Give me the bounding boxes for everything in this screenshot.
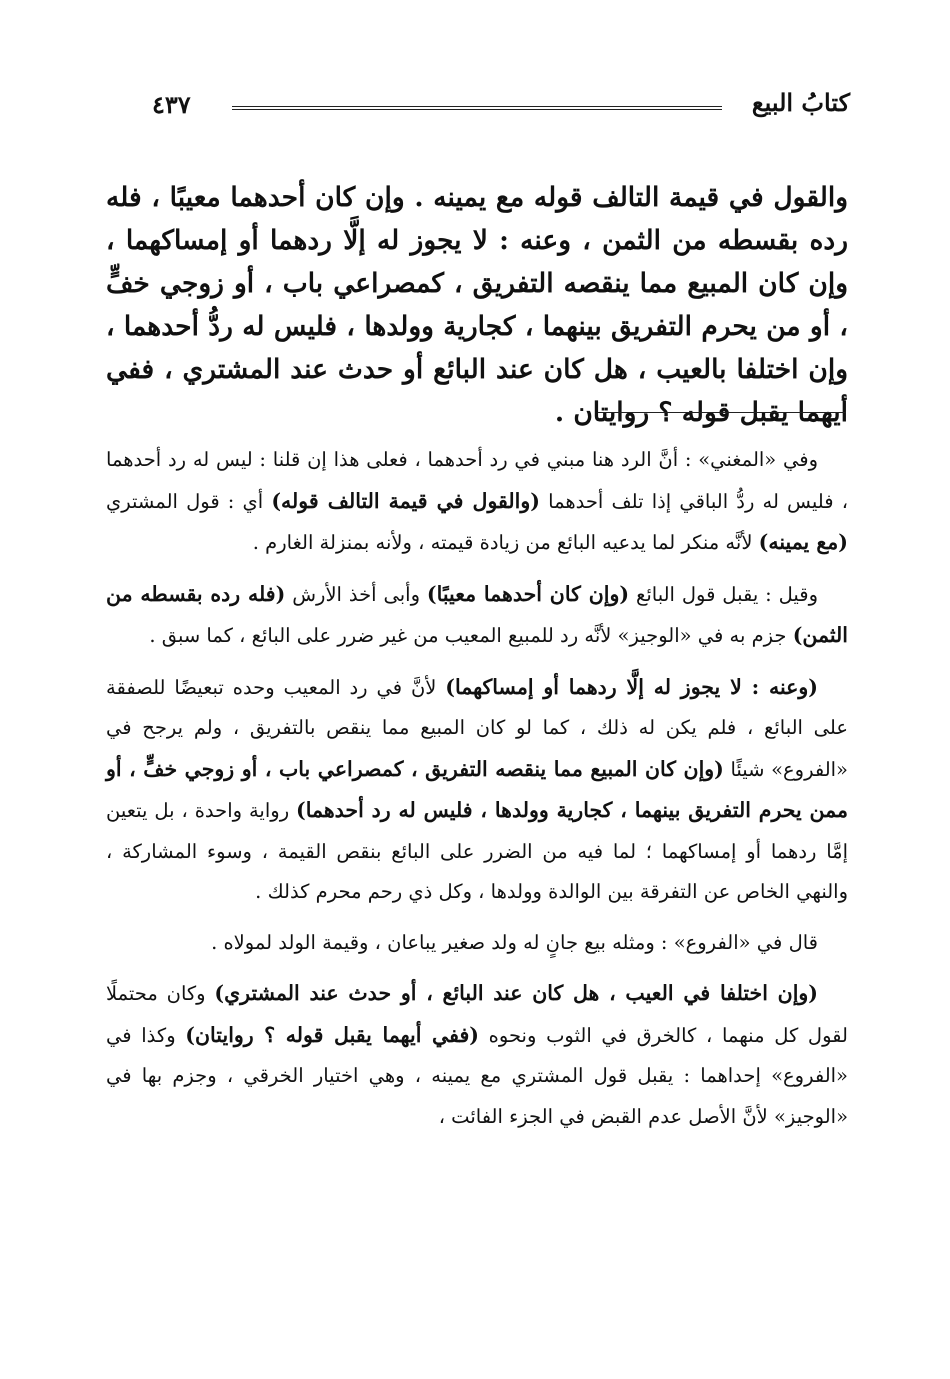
commentary <box>106 440 848 1147</box>
quoted-matn: (وإن كان المبيع مما ينقصه التفريق ، كمصراعي باب ، أو زوجي خفٍّ ، أو ممن يحرم التفريق بينهما ، كجارية وولدها ، فليس له رد أحدهما) <box>106 756 848 822</box>
quoted-matn: (وإن اختلفا في العيب ، هل كان عند البائع ، أو حدث عند المشتري) <box>214 981 818 1005</box>
commentary-text: رواية واحدة ، بل يتعين إمَّا ردهما أو إمساكهما ؛ لما فيه من الضرر على البائع بنقص القيمة ، وسوء المشاركة ، والنهي الخاص عن التفرقة بين الوالدة وولدها ، وكل ذي رحم محرم كذلك . <box>106 799 848 903</box>
commentary-text: لأنَّه منكر لما يدعيه البائع من زيادة قيمته ، ولأنه بمنزلة الغارم . <box>252 531 753 554</box>
quoted-matn: (وإن كان أحدهما معيبًا) <box>426 581 630 606</box>
commentary-text: أي : قول المشتري <box>106 489 264 513</box>
commentary-paragraph <box>106 440 848 564</box>
commentary-paragraph <box>106 667 848 913</box>
quoted-matn: (وعنه : لا يجوز له إلَّا ردهما أو إمساكهما) <box>445 674 818 699</box>
page-header <box>110 86 850 126</box>
commentary-text: قال في «الفروع» : ومثله بيع جانٍ له ولد صغير يباعان ، وقيمة الولد لمولاه . <box>211 930 818 954</box>
quoted-matn: (ففي أيهما يقبل قوله ؟ روايتان) <box>185 1022 479 1047</box>
page-number: ٤٣٧ <box>152 90 191 119</box>
header-rule <box>232 106 722 110</box>
quoted-matn: (مع يمينه) <box>758 530 848 554</box>
commentary-text: وقيل : يقبل قول البائع <box>635 582 818 606</box>
main-text: والقول في قيمة التالف قوله مع يمينه . وإن كان أحدهما معيبًا ، فله رده بقسطه من الثمن ، وعنه : لا يجوز له إلَّا ردهما أو إمساكهما ، وإن كان المبيع مما ينقصه التفريق ، كمصراعي باب ، أو زوجي خفٍّ ، أو من يحرم التفريق بينهما ، كجارية وولدها ، فليس له ردُّ أحدهما ، وإن اختلفا بالعيب ، هل كان عند البائع أو حدث عند المشتري ، ففي أيهما يقبل قوله ؟ روايتان . <box>106 182 848 428</box>
commentary-text: وأبى أخذ الأرش <box>292 582 420 606</box>
running-title: كتابُ البيع <box>751 88 850 117</box>
commentary-text: لأنَّ في رد المعيب وحده تبعيضًا للصفقة على البائع ، فلم يكن له ذلك ، كما لو كان المبيع مما ينقص بالتفريق ، ولم يرجح في «الفروع» شيئًا <box>106 675 848 781</box>
commentary-paragraph <box>106 923 848 964</box>
quoted-matn: (والقول في قيمة التالف قوله) <box>271 488 540 513</box>
commentary-paragraph <box>106 574 848 657</box>
commentary-paragraph <box>106 973 848 1137</box>
commentary-text: وكذا في «الفروع» إحداهما : يقبل قول المشتري مع يمينه ، وهي اختيار الخرقي ، وجزم بها في «الوجيز» لأنَّ الأصل عدم القبض في الجزء الفائت ، <box>106 1023 848 1128</box>
separator-rule <box>598 412 846 413</box>
commentary-text: وفي «المغني» : أنَّ الرد هنا مبني في رد أحدهما ، فعلى هذا إن قلنا : ليس له رد أحدهما ، فليس له ردُّ الباقي إذا تلف أحدهما <box>106 448 849 513</box>
commentary-text: جزم به في «الوجيز» لأنَّه رد للمبيع المعيب من غير ضرر على البائع ، كما سبق . <box>149 624 787 647</box>
commentary-text: وكان محتملًا لقول كل منهما ، كالخرق في الثوب ونحوه <box>106 982 848 1047</box>
quoted-matn: (فله رده بقسطه من الثمن) <box>106 581 848 647</box>
